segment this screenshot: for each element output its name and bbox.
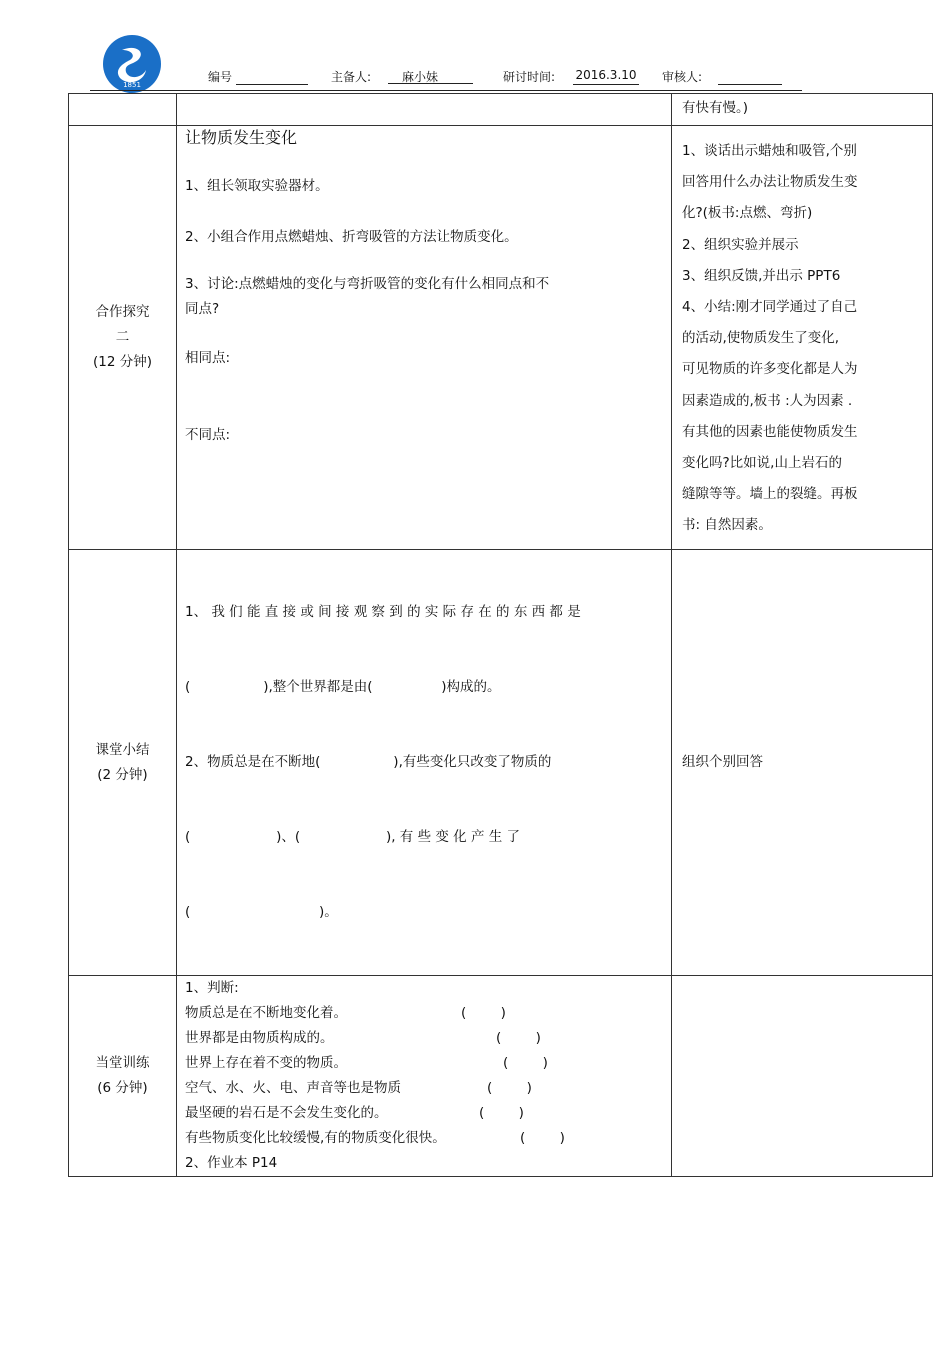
- judge-statement: 世界都是由物质构成的。: [185, 1030, 334, 1046]
- judge-item: [185, 1076, 663, 1101]
- header-rule: [90, 90, 802, 91]
- stage-name: 合作探究: [95, 304, 150, 320]
- stage-cell: [69, 550, 177, 976]
- summary-line: ( ),整个世界都是由( )构成的。: [185, 679, 501, 695]
- logo-year: 1851: [123, 81, 141, 89]
- judge-answer-bracket[interactable]: ( ): [479, 1105, 524, 1121]
- judge-answer-bracket[interactable]: ( ): [520, 1130, 565, 1146]
- stage-duration: (2 分钟): [97, 766, 148, 783]
- judge-item: [185, 1026, 663, 1051]
- similarity-label: 相同点:: [185, 350, 231, 366]
- table-row: [69, 550, 933, 976]
- judge-answer-bracket[interactable]: ( ): [461, 1005, 506, 1021]
- student-activity-cell: [177, 126, 672, 550]
- summary-line: ( )、( ), 有 些 变 化 产 生 了: [185, 829, 521, 845]
- student-activity-cell: [177, 976, 672, 1177]
- judge-item: [185, 1101, 663, 1126]
- activity-step: 3、讨论:点燃蜡烛的变化与弯折吸管的变化有什么相同点和不: [185, 276, 550, 292]
- stage-name: 当堂训练: [95, 1055, 150, 1071]
- judge-statement: 物质总是在不断地变化着。: [185, 1005, 347, 1021]
- judge-list: [185, 1001, 663, 1151]
- activity-step: 2、小组合作用点燃蜡烛、折弯吸管的方法让物质变化。: [185, 229, 518, 245]
- research-time-field: 2016.3.10: [573, 68, 639, 85]
- judge-statement: 空气、水、火、电、声音等也是物质: [185, 1080, 401, 1096]
- teacher-line: 组织个别回答: [682, 754, 763, 770]
- stage-cell: [69, 94, 177, 126]
- teacher-line: 2、组织实验并展示: [682, 236, 799, 253]
- summary-line: 1、 我 们 能 直 接 或 间 接 观 察 到 的 实 际 存 在 的 东 西 都 是: [185, 604, 581, 620]
- summary-line: 2、物质总是在不断地( ),有些变化只改变了物质的: [185, 754, 552, 770]
- judge-item: [185, 1051, 663, 1076]
- stage-name-cont: 二: [115, 329, 130, 345]
- judge-answer-bracket[interactable]: ( ): [503, 1055, 548, 1071]
- activity-step-cont: 同点?: [185, 301, 220, 317]
- teacher-line: 因素造成的,板书 :人为因素 .: [682, 392, 853, 409]
- lesson-plan-table: [68, 93, 933, 1177]
- homework-line: 2、作业本 P14: [185, 1155, 278, 1171]
- stage-duration: (6 分钟): [97, 1080, 148, 1096]
- teacher-line: 4、小结:刚才同学通过了自己: [682, 299, 858, 316]
- judge-statement: 有些物质变化比较缓慢,有的物质变化很快。: [185, 1130, 446, 1146]
- teacher-line: 回答用什么办法让物质发生变: [682, 174, 858, 191]
- stage-cell: [69, 976, 177, 1177]
- student-activity-cell: [177, 94, 672, 126]
- teacher-activity-cell: [672, 126, 933, 550]
- teacher-line: 可见物质的许多变化都是人为: [682, 361, 858, 378]
- number-field: [236, 68, 308, 85]
- judge-statement: 世界上存在着不变的物质。: [185, 1055, 347, 1071]
- teacher-line: 3、组织反馈,并出示 PPT6: [682, 267, 841, 284]
- table-row: [69, 94, 933, 126]
- teacher-line: 书: 自然因素。: [682, 517, 772, 534]
- teacher-line: 化?(板书:点燃、弯折): [682, 205, 813, 222]
- teacher-line: 变化吗?比如说,山上岩石的: [682, 455, 842, 472]
- table-row: [69, 976, 933, 1177]
- stage-cell: [69, 126, 177, 550]
- number-label: 编号: [208, 70, 233, 84]
- exercise-heading: 1、判断:: [185, 980, 239, 996]
- teacher-line: 有快有慢。): [682, 100, 749, 116]
- teacher-activity-cell: [672, 94, 933, 126]
- judge-answer-bracket[interactable]: ( ): [487, 1080, 532, 1096]
- student-activity-cell: [177, 550, 672, 976]
- reviewer-field: [718, 68, 782, 85]
- teacher-line: 有其他的因素也能使物质发生: [682, 423, 858, 440]
- teacher-line: 缝隙等等。墙上的裂缝。再板: [682, 486, 858, 503]
- stage-name: 课堂小结: [95, 741, 150, 758]
- document-header: [0, 68, 950, 90]
- table-row: [69, 126, 933, 550]
- summary-line: ( )。: [185, 904, 338, 920]
- teacher-activity-cell: [672, 976, 933, 1177]
- difference-label: 不同点:: [185, 427, 231, 443]
- judge-item: [185, 1126, 663, 1151]
- research-time-label: 研讨时间:: [503, 70, 556, 84]
- preparer-label: 主备人:: [331, 70, 372, 84]
- teacher-line: 的活动,使物质发生了变化,: [682, 330, 840, 347]
- activity-title: 让物质发生变化: [185, 128, 298, 147]
- judge-statement: 最坚硬的岩石是不会发生变化的。: [185, 1105, 388, 1121]
- judge-answer-bracket[interactable]: ( ): [496, 1030, 541, 1046]
- teacher-activity-cell: [672, 550, 933, 976]
- reviewer-label: 审核人:: [662, 70, 703, 84]
- teacher-line: 1、谈话出示蜡烛和吸管,个别: [682, 143, 857, 159]
- judge-item: [185, 1001, 663, 1026]
- preparer-field: 麻小妹: [388, 68, 473, 84]
- stage-duration: (12 分钟): [92, 354, 152, 370]
- activity-step: 1、组长领取实验器材。: [185, 178, 329, 194]
